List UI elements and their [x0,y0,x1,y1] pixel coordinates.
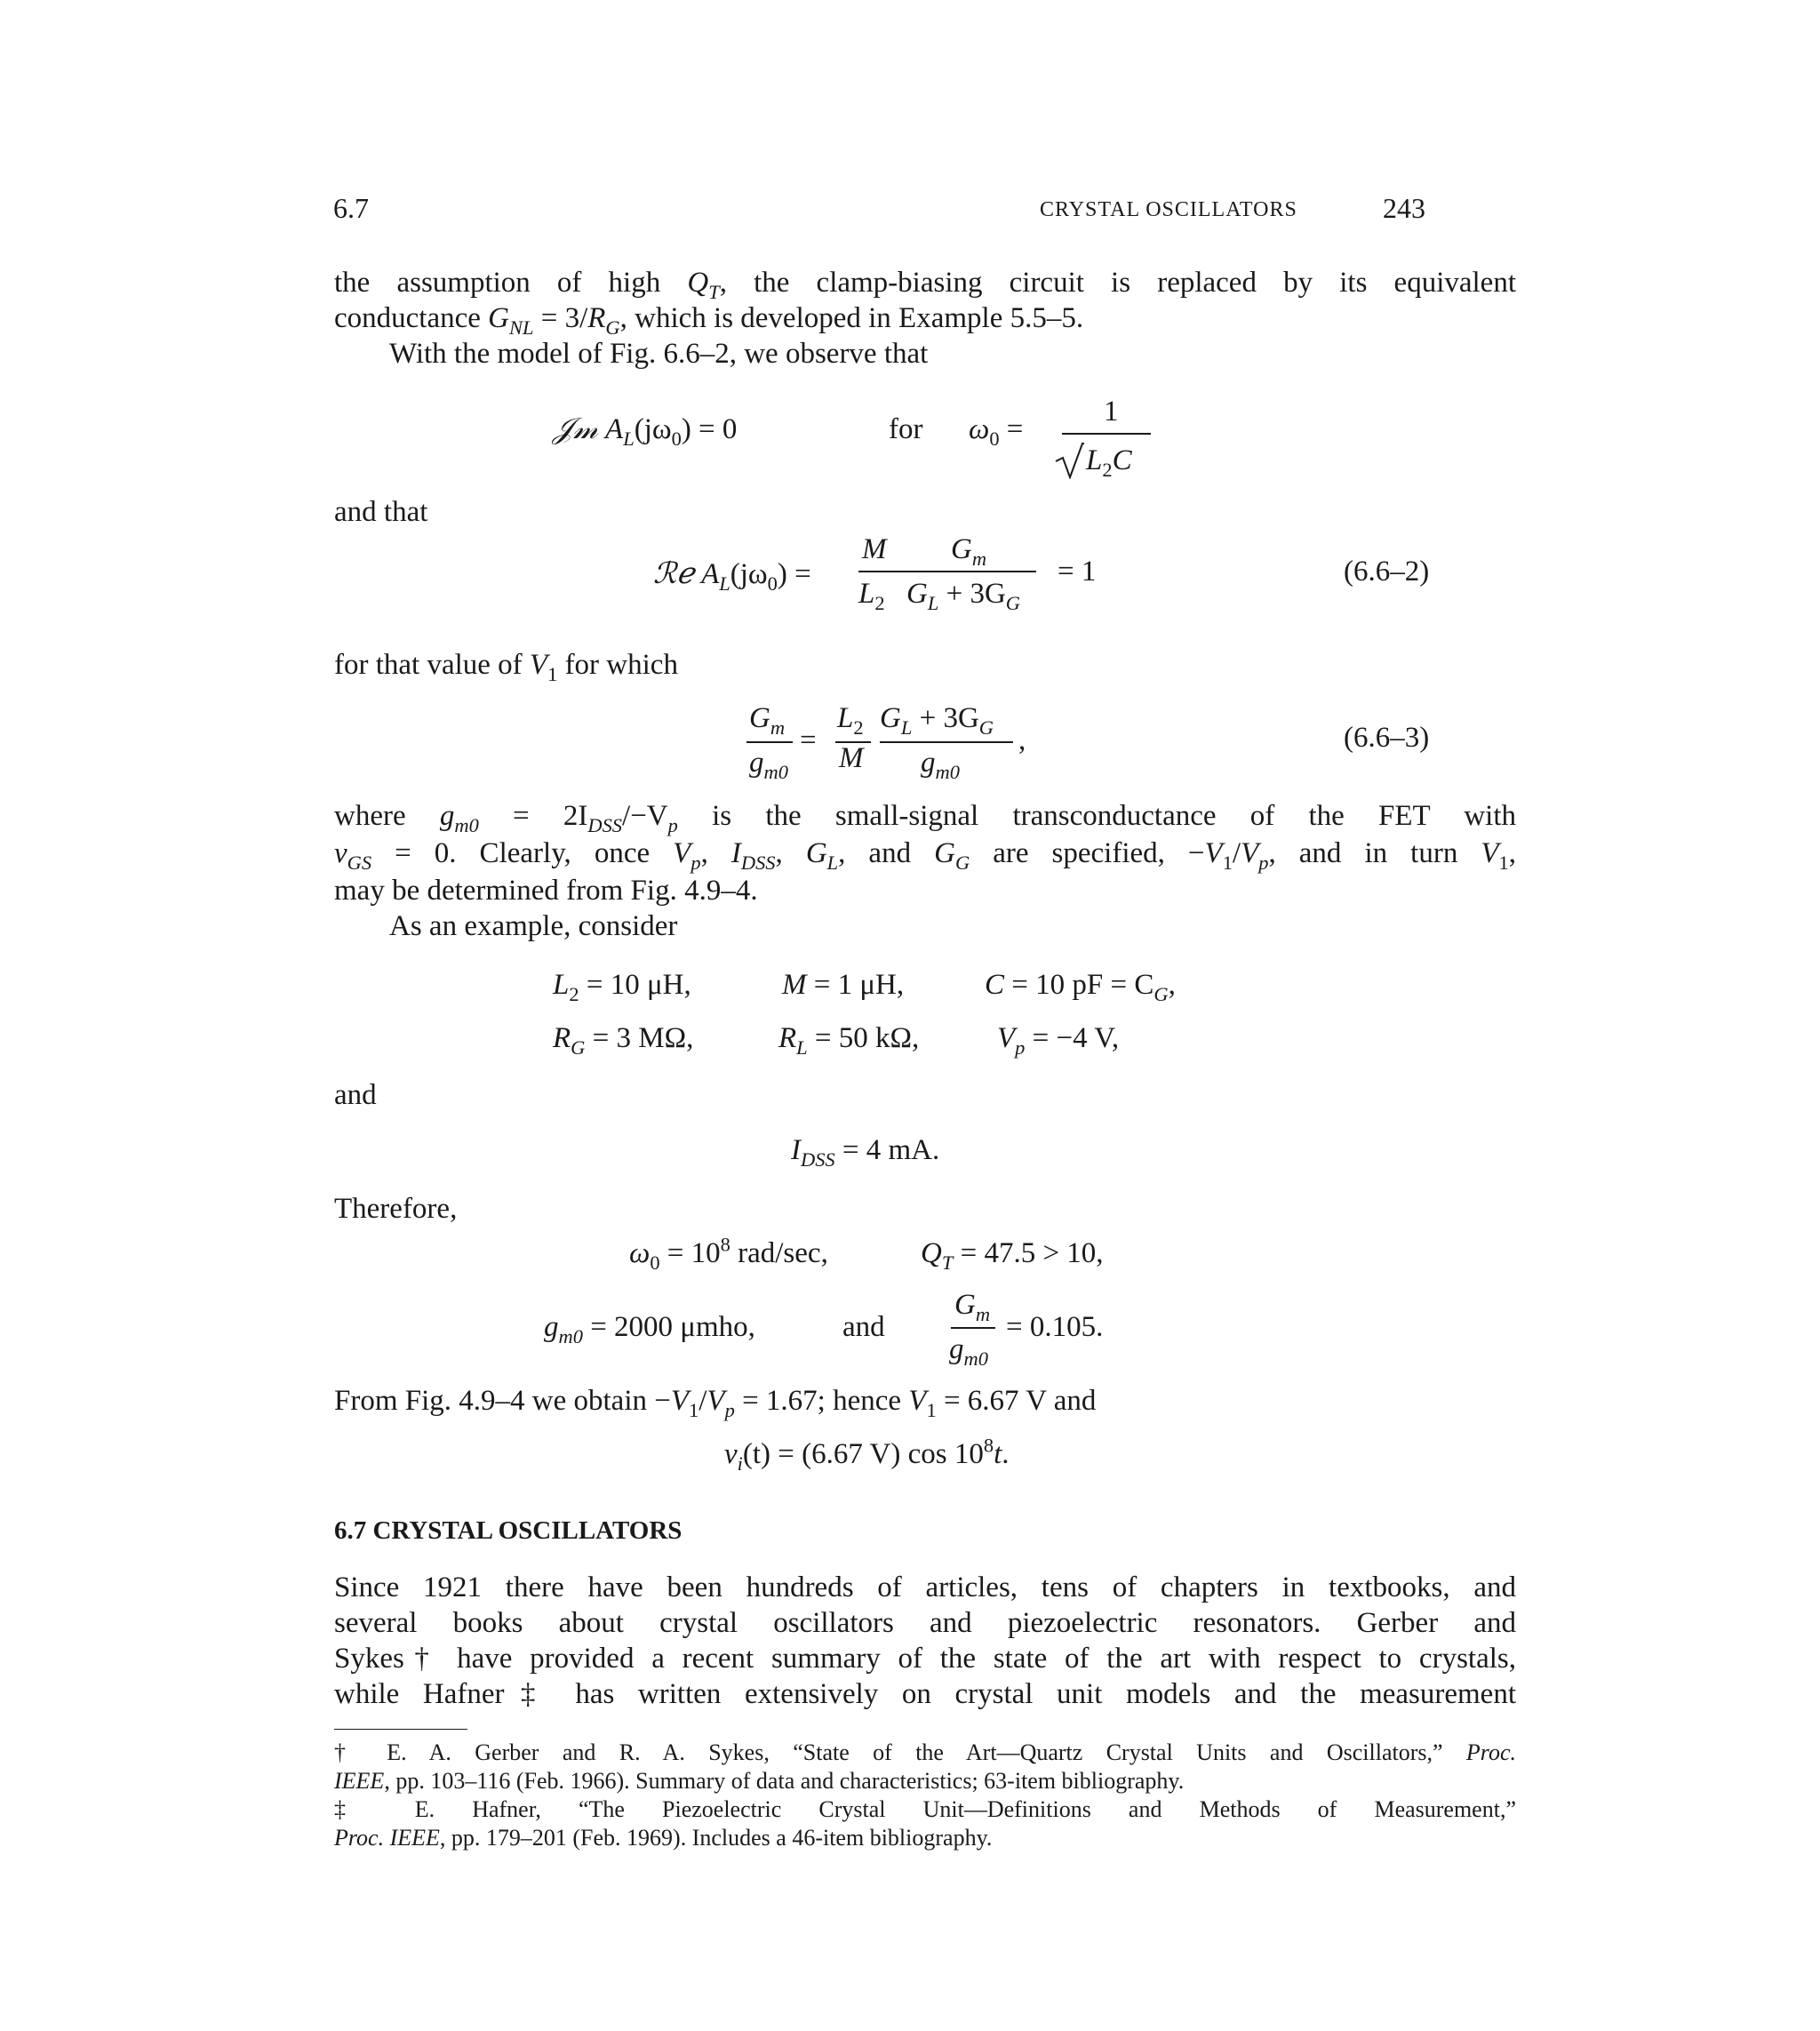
result-frac-den: $g_{m0}$ [949,1333,988,1370]
value-l2: $L_2 = 10$ μH, [553,969,691,1005]
para1-line1: the assumption of high $Q_T$, the clamp-biasing circuit is replaced by its equivalent [334,267,1516,303]
value-rl: $R_L = 50$ kΩ, [778,1022,920,1059]
para2-line4: As an example, consider [389,910,678,942]
result-gm0: $g_{m0} = 2000$ μmho, [544,1311,755,1347]
eq-imag-denominator: $L_2C$ [1086,444,1132,481]
eq-gm-frac3-den: $g_{m0}$ [921,747,960,783]
value-idss: $I_{DSS} = 4$ mA. [791,1134,940,1171]
eq-gm-bar1 [746,741,793,743]
sqrt-symbol [1054,442,1084,479]
equation-label-6-6-2: (6.6–2) [1344,556,1430,588]
eq-imag-numerator: 1 [1104,396,1119,428]
eq-imag-omega: $\omega_0$ = [969,413,1024,450]
para1-line3: With the model of Fig. 6.6–2, we observe that [389,338,929,370]
result-and: and [842,1311,885,1343]
eq-imag-fraction-bar [1062,433,1151,435]
and-that: and that [334,496,428,528]
eq-real-frac2-num: $G_m$ [951,533,987,570]
para3-line3: Sykes† have provided a recent summary of the state of the art with respect to crystals, [334,1643,1516,1675]
result-fraction-bar [951,1327,995,1329]
eq-real-frac1-den: $L_2$ [858,578,885,614]
value-rg: $R_G = 3$ MΩ, [553,1022,694,1059]
para3-line4: while Hafner‡ has written extensively on crystal unit models and the measurement [334,1678,1516,1710]
para3-line2: several books about crystal oscillators and piezoelectric resonators. Gerber and [334,1607,1516,1639]
vi-equation: $v_i(t) = (6.67$ V) $\cos 10^8t$. [724,1434,1010,1475]
result-frac-value: = 0.105. [1006,1311,1104,1343]
footnote-1-line1: † E. A. Gerber and R. A. Sykes, “State of the Art—Quartz Crystal Units and Oscillators,” Proc. [334,1739,1516,1765]
footnote-rule [334,1729,467,1730]
result-qt: $Q_T = 47.5 > 10$, [921,1237,1104,1274]
eq-real-frac1-num: M [862,533,887,565]
eq-real-fraction-bar [858,571,1036,572]
eq-gm-frac2-den: M [839,742,864,774]
from-fig-line: From Fig. 4.9–4 we obtain $-V_1/V_p = 1.67$; hence $V_1 = 6.67$ V and [334,1385,1097,1421]
para2-line1: where $g_{m0} = 2I_{DSS}/-V_p$ is the small-signal transconductance of the FET with [334,800,1516,836]
eq-gm-equals: = [800,724,817,756]
equation-label-6-6-3: (6.6–3) [1344,722,1430,754]
running-title: CRYSTAL OSCILLATORS [1040,198,1297,221]
therefore: Therefore, [334,1193,458,1225]
eq-gm-frac1-den: $g_{m0}$ [749,747,788,783]
footnote-1-line2: IEEE, pp. 103–116 (Feb. 1966). Summary of data and characteristics; 63-item bibliography. [334,1768,1185,1794]
value-vp: $V_p = -4$ V, [997,1022,1120,1059]
page-number: 243 [1383,192,1425,224]
result-frac-num: $G_m$ [954,1289,991,1325]
eq-real-lhs: ℛℯ $A_L(j\omega_0)$ = [653,558,811,595]
eq-imag-for: for [889,413,923,445]
eq-real-rhs: = 1 [1058,556,1097,588]
section-heading: 6.7 CRYSTAL OSCILLATORS [334,1516,682,1545]
eq-real-frac2-den: $G_L + 3G_G$ [906,578,1020,614]
and-word: and [334,1079,377,1111]
value-c: C = 10 pF = $C_G$, [985,969,1176,1005]
para2-line3: may be determined from Fig. 4.9–4. [334,875,758,907]
eq-gm-frac1-num: $G_m$ [749,702,786,739]
eq-gm-frac2-num: $L_2$ [837,702,864,739]
footnote-2-line2: Proc. IEEE, pp. 179–201 (Feb. 1969). Includes a 46-item bibliography. [334,1825,993,1851]
eq-gm-bar3 [880,741,1013,743]
eq-gm-comma: , [1018,724,1026,756]
for-that-value: for that value of $V_1$ for which [334,649,678,685]
para2-line2: $v_{GS} = 0$. Clearly, once $V_p$, $I_{DSS}$, $G_L$, and $G_G$ are specified, $-V_1/V_p$, and in turn $V_1$, [334,837,1516,874]
para1-line2: conductance $G_{NL} = 3/R_G$, which is developed in Example 5.5–5. [334,302,1084,339]
eq-gm-frac3-num: $G_L + 3G_G$ [880,702,994,739]
footnote-2-line1: ‡ E. Hafner, “The Piezoelectric Crystal Unit—Definitions and Methods of Measurement,” [334,1796,1516,1822]
value-m: M = 1 μH, [782,969,905,1001]
eq-imag-lhs: 𝒥𝓂 $A_L(j\omega_0) = 0$ [553,413,738,450]
para3-line1: Since 1921 there have been hundreds of articles, tens of chapters in textbooks, and [334,1571,1516,1603]
result-omega: $\omega_0 = 10^8$ rad/sec, [629,1233,828,1274]
section-number: 6.7 [333,192,369,224]
